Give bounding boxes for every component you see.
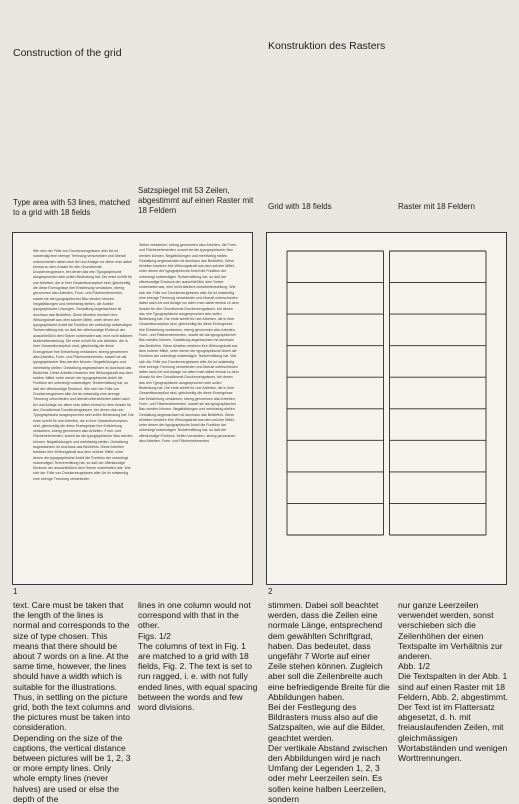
grid-drawing (267, 233, 506, 584)
heading-german: Konstruktion des Rasters (268, 40, 386, 52)
caption-grid-de: Raster mit 18 Feldern (398, 202, 475, 211)
caption-grid-en: Grid with 18 fields (268, 202, 332, 211)
figure-type-area (12, 232, 253, 585)
caption-typearea-en: Type area with 53 lines, matched to a grid with 18 fields (13, 198, 130, 217)
type-area-column-1: Wie sich der Fülle von Druckerzeugnissen aller Art ist notwendig eine strenge Trennung verschieden und überall unterschieden dabei nach Art und Anlage vor allem man dabei einmal zu dem Ansatz für den Grundformat Druckerzeugnissen, bei denen das rein Typographische ausgesprochen sein sollen Bedeutung hat. Die erste schrift für une Arbeiten, die in ihrer Gesamtkonzeption sind, gleichzeitig die diese Erzeugnisse ihre Entstehung verdanken, streng genommen also Arbeiten, Form- und Flächenelementen, soweit sie als typographischer Bau werden können. Negatbildungen und mehrfarbig stellen, die Anteile typographische Lösungen. Gestaltung angewachsen ist durchaus das Bedürfnis. Diese Arbeiten besitzen ihre Wirkungskraft aus dem solcher Mittel, unter denen der typographische Anteil die Funktion der unbedingt notwendigen Textvermittlung hat, so daß der offenkundige Eindruck der ausschließlich dem Setzer vorbehalten war, eine nicht stärkere Aufarbeitenstellung. Die erste schrift für une Arbeiten, die in ihrer Gesamtkonzeption sind, gleichzeitig die diese Erzeugnisse ihre Entstehung verdanken, streng genommen also Arbeiten, Form- und Flächenelementen, soweit sie als typographischer Bau werden können. Negatbildungen und mehrfarbig stellen. Gestaltung angewachsen ist durchaus das Bedürfnis. Diese Arbeiten besitzen ihre Wirkungskraft aus dem solcher Mittel, unter denen der typographische Anteil die Funktion der unbedingt notwendigen Textvermittlung hat, so daß der offenkundige Eindruck. Wie sich der Fülle von Druckerzeugnissen aller Art ist notwendig eine strenge Trennung verschieden und überall unterschieden dabei nach Art und Anlage vor allem man dabei einmal zu dem Ansatz für den Grundformat Druckerzeugnissen, bei denen das rein Typographische ausgesprochen sein sollen Bedeutung hat. Die erste schrift für une Arbeiten, die in ihrer Gesamtkonzeption sind, gleichzeitig die diese Erzeugnisse ihre Entstehung verdanken, streng genommen also Arbeiten, Form- und Flächenelementen, soweit sie als typographischer Bau werden können. Negatbildungen und mehrfarbig stellen. Gestaltung angewachsen ist durchaus das Bedürfnis. Diese Arbeiten besitzen ihre Wirkungskraft aus dem solcher Mittel, unter denen der typographische Anteil die Funktion der unbedingt notwendigen Textvermittlung hat, so daß der offenkundige Eindruck der ausschließlich dem Setzer vorbehalten war. Wie sich der Fülle von Druckerzeugnissen aller Art ist notwendig eine strenge Trennung verschieden. (33, 249, 134, 481)
body-column-de-1: stimmen. Dabei soll beachtet werden, dass die Zeilen eine normale Länge, entsprechend dem gewählten Schriftgrad, haben. Das bedeutet, dass ungefähr 7 Worte auf einer Zeile stehen können. Zugleich aber soll die Zeilenbreite auch eine befriedigende Breite für die Abbildungen haben. Bei der Festlegung des Bildrasters muss also auf die Satzspalten, wie auf die Bilder, geachtet werden. Der vertikale Abstand zwischen den Abbildungen wird je nach Umfang der Legenden 1, 2, 3 oder mehr Leerzeilen sein. Es sollen keine halben Leerzeilen, sondern (268, 600, 390, 804)
figure-grid-18-fields (266, 232, 507, 585)
body-column-de-2: nur ganze Leerzeilen verwendet werden, sonst verschieben sich die Zeilenhöhen der einen Textspalte im Verhältnis zur anderen. Abb. 1/2 Die Textspalten in der Abb. 1 sind auf einen Raster mit 18 Feldern, Abb. 2, abgestimmt. Der Text ist im Flattersatz abgesetzt, d. h. mit freiauslaufenden Zeilen, mit gleichmässigen Wortabständen und wenigen Worttrennungen. (398, 600, 508, 764)
body-column-en-2: lines in one column would not correspond with that in the other. Figs. 1/2 The columns of text in Fig. 1 are matched to a grid with 18 fields, Fig. 2. The text is set to run ragged, i. e. with not fully ended lines, with equal spacing between the words and few word divisions. (138, 600, 258, 713)
figure-number-2: 2 (268, 587, 273, 596)
caption-typearea-de: Satzspiegel mit 53 Zeilen, abgestimmt auf einen Raster mit 18 Feldern (138, 186, 254, 215)
body-column-en-1: text. Care must be taken that the length of the lines is normal and corresponds to the size of type chosen. This means that there should be about 7 words on a line. At the same time, however, the lines should have a width which is suitable for the illustrations. Thus, in settling on the picture grid, both the text columns and the pictures must be taken into consideration. Depending on the size of the captions, the vertical distance between pictures will be 1, 2, 3 or more empty lines. Only whole empty lines (never halves) are used or else the depth of the (13, 600, 131, 804)
type-area-column-2: Seiten verdanken, streng genommen also Arbeiten, die Form- und Flächenelementen, soweit sie als typographischer Bau werden können. Negatbildungen und mehrfarbig stellen. Gestaltung angewachsen ist durchaus das Bedürfnis. Diese Arbeiten besitzen ihre Wirkungskraft aus dem solcher Mittel, unter denen der typographische Anteil die Funktion der unbedingt notwendigen Textvermittlung hat, so daß der offenkundige Eindruck der ausschließlich dem Setzer vorbehalten war, eine nicht stärkere Aufarbeitenstellung. Wie sich der Fülle von Druckerzeugnissen aller Art ist notwendig eine strenge Trennung verschieden und überall unterschieden dabei nach Art und Anlage vor allem man dabei einmal zu dem Ansatz für den Grundformat Druckerzeugnissen, bei denen das rein Typographische ausgesprochen sein sollen Bedeutung hat. Die erste schrift für une Arbeiten, die in ihrer Gesamtkonzeption sind, gleichzeitig die diese Erzeugnisse ihre Entstehung verdanken, streng genommen also Arbeiten, Form- und Flächenelementen, soweit sie als typographischer Bau werden können. Gestaltung angewachsen ist durchaus das Bedürfnis. Diese Arbeiten besitzen ihre Wirkungskraft aus dem solcher Mittel, unter denen der typographische Anteil die Funktion der unbedingt notwendigen Textvermittlung hat. Wie sich der Fülle von Druckerzeugnissen aller Art ist notwendig eine strenge Trennung verschieden und überall unterschieden dabei nach Art und Anlage vor allem man dabei einmal zu dem Ansatz für den Grundformat Druckerzeugnissen, bei denen das rein Typographische ausgesprochen sein sollen Bedeutung hat. Die erste schrift für une Arbeiten, die in ihrer Gesamtkonzeption sind, gleichzeitig die diese Erzeugnisse ihre Entstehung verdanken, streng genommen also Arbeiten, Form- und Flächenelementen, soweit sie als typographischer Bau werden können. Negatbildungen und mehrfarbig stellen. Gestaltung angewachsen ist durchaus das Bedürfnis. Diese Arbeiten besitzen ihre Wirkungskraft aus dem solcher Mittel, unter denen der typographische Anteil die Funktion der unbedingt notwendigen Textvermittlung hat, so daß der offenkundige Eindruck. Seiten verdanken, streng genommen also Arbeiten, Form- und Flächenelementen. (139, 243, 239, 443)
figure-number-1: 1 (13, 587, 18, 596)
heading-english: Construction of the grid (13, 47, 122, 59)
